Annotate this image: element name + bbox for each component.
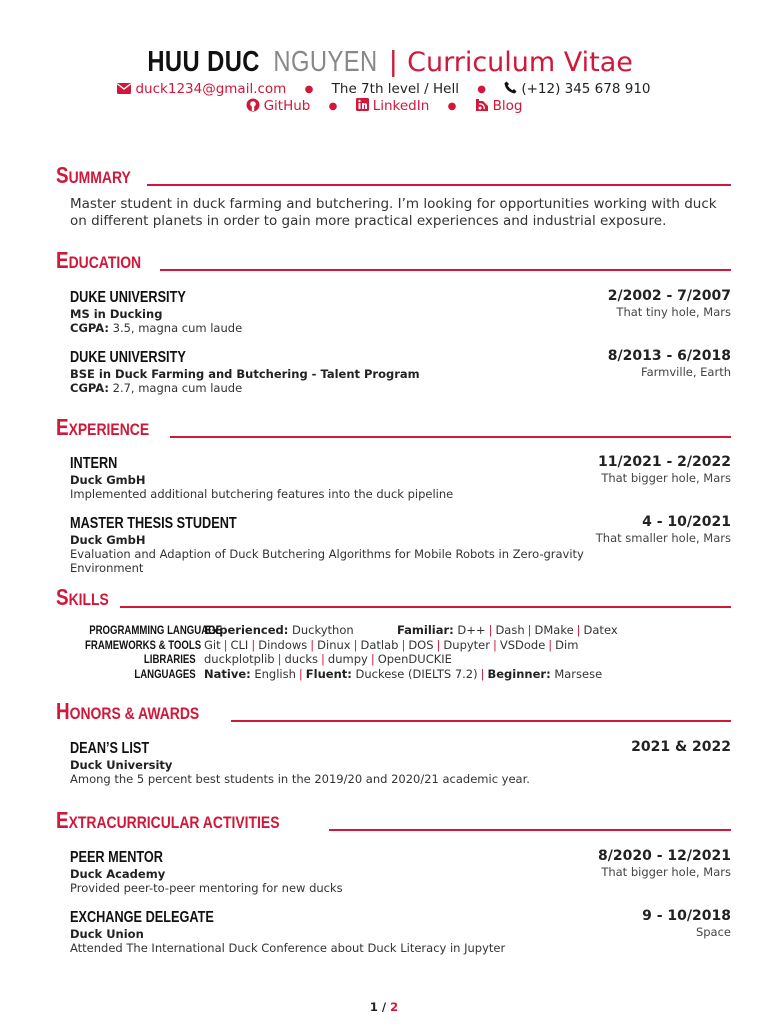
- entry-description: Provided peer-to-peer mentoring for new ducks: [70, 881, 343, 895]
- section-title-education: EDUCATION: [56, 247, 142, 273]
- entry-location: That tiny hole, Mars: [616, 305, 731, 319]
- cv-header: [0, 44, 768, 115]
- skill-values: Experienced: Duckython Familiar: D++ | Dash | DMake | Datex: [204, 623, 618, 637]
- skill-row: [56, 652, 731, 667]
- section-header: [56, 697, 731, 725]
- phone-item: [504, 81, 650, 98]
- experience-section: [56, 413, 731, 575]
- section-rule: [160, 269, 731, 271]
- skills-table: [56, 623, 731, 681]
- entry-subtitle: Duck University: [70, 758, 173, 772]
- section-header: [56, 246, 731, 274]
- summary-text: Master student in duck farming and butchering. I’m looking for opportunities working with duck on different planets in order to gain more practical experiences and industrial exposure.: [70, 196, 717, 229]
- skill-values: duckplotplib | ducks | dumpy | OpenDUCKIE: [204, 652, 452, 666]
- entry-description: CGPA: 2.7, magna cum laude: [70, 381, 243, 395]
- entry-date: 2021 & 2022: [631, 739, 731, 755]
- entry-title: DUKE UNIVERSITY: [70, 289, 186, 306]
- education-entry: [70, 347, 731, 395]
- skill-category: LANGUAGES: [134, 666, 196, 681]
- github-text: GitHub: [263, 98, 311, 114]
- title-separator: |: [389, 46, 398, 78]
- name-line: [0, 44, 768, 81]
- entry-date: 11/2021 - 2/2022: [598, 454, 731, 470]
- separator-dot: ●: [477, 84, 487, 95]
- section-title-skills: SKILLS: [56, 584, 109, 610]
- skill-category: PROGRAMMING LANGUAGE: [89, 623, 222, 637]
- entry-description: Attended The International Duck Conference about Duck Literacy in Jupyter: [70, 941, 506, 955]
- entry-title: EXCHANGE DELEGATE: [70, 909, 214, 926]
- total-pages[interactable]: 2: [390, 1000, 399, 1014]
- email-link[interactable]: [117, 81, 286, 98]
- education-section: [56, 246, 731, 395]
- entry-subtitle: Duck GmbH: [70, 473, 146, 487]
- entry-description: CGPA: 3.5, magna cum laude: [70, 321, 243, 335]
- section-rule: [170, 436, 731, 438]
- last-name: NGUYEN: [273, 46, 379, 78]
- entry-date: 4 - 10/2021: [642, 514, 731, 530]
- separator-dot: ●: [304, 84, 314, 95]
- email-text: duck1234@gmail.com: [135, 81, 287, 97]
- github-icon: [246, 98, 260, 112]
- entry-description: Implemented additional butchering features into the duck pipeline: [70, 487, 454, 501]
- blog-icon: [475, 98, 489, 112]
- summary-section: [56, 161, 731, 230]
- activity-entry: [70, 907, 731, 955]
- entry-subtitle: Duck Union: [70, 927, 144, 941]
- page-number: [0, 1000, 768, 1014]
- section-rule: [329, 829, 731, 831]
- entry-title: DUKE UNIVERSITY: [70, 349, 186, 366]
- entry-location: Farmville, Earth: [641, 365, 731, 379]
- honors-entry: [70, 738, 731, 786]
- experience-entry: [70, 513, 731, 575]
- section-rule: [120, 606, 731, 608]
- linkedin-text: LinkedIn: [372, 98, 430, 114]
- section-title-extracurricular: EXTRACURRICULAR ACTIVITIES: [56, 807, 280, 833]
- extracurricular-section: [56, 806, 731, 955]
- contact-line-2: [0, 98, 768, 115]
- document-title: Curriculum Vitae: [407, 47, 633, 78]
- linkedin-icon: [356, 98, 369, 111]
- section-title-experience: EXPERIENCE: [56, 414, 150, 440]
- section-title-honors: HONORS & AWARDS: [56, 698, 200, 724]
- section-header: [56, 583, 731, 611]
- entry-title: DEAN’S LIST: [70, 740, 150, 757]
- entry-subtitle: MS in Ducking: [70, 307, 163, 321]
- page-separator: /: [381, 1000, 387, 1014]
- entry-subtitle: BSE in Duck Farming and Butchering - Talent Program: [70, 367, 420, 381]
- blog-link[interactable]: [475, 98, 523, 115]
- skill-row: [56, 667, 731, 682]
- entry-date: 2/2002 - 7/2007: [607, 288, 731, 304]
- contact-line-1: [0, 81, 768, 98]
- address-text: The 7th level / Hell: [331, 81, 459, 97]
- entry-subtitle: Duck GmbH: [70, 533, 146, 547]
- entry-subtitle: Duck Academy: [70, 867, 166, 881]
- skill-row: [56, 623, 731, 638]
- section-header: [56, 806, 731, 834]
- skill-category: LIBRARIES: [144, 652, 196, 666]
- current-page: 1: [369, 1000, 378, 1014]
- entry-title: INTERN: [70, 455, 118, 472]
- entry-title: PEER MENTOR: [70, 849, 163, 866]
- section-rule: [231, 720, 731, 722]
- github-link[interactable]: [246, 98, 311, 115]
- envelope-icon: [117, 83, 131, 94]
- entry-location: That bigger hole, Mars: [601, 471, 731, 485]
- entry-description: Evaluation and Adaption of Duck Butchering Algorithms for Mobile Robots in Zero-gravity Environment: [70, 547, 584, 575]
- separator-dot: ●: [447, 101, 457, 112]
- entry-date: 8/2020 - 12/2021: [598, 848, 731, 864]
- entry-description: Among the 5 percent best students in the 2019/20 and 2020/21 academic year.: [70, 772, 530, 786]
- section-rule: [147, 184, 731, 186]
- skills-section: [56, 583, 731, 681]
- section-header: [56, 161, 731, 189]
- linkedin-link[interactable]: [356, 98, 430, 115]
- entry-date: 9 - 10/2018: [642, 908, 731, 924]
- section-header: [56, 413, 731, 441]
- experience-entry: [70, 453, 731, 501]
- activity-entry: [70, 847, 731, 895]
- skill-values: Git | CLI | Dindows | Dinux | Datlab | DOS | Dupyter | VSDode | Dim: [204, 637, 579, 652]
- entry-location: Space: [695, 925, 731, 939]
- phone-text: (+12) 345 678 910: [521, 81, 651, 97]
- entry-title: MASTER THESIS STUDENT: [70, 515, 237, 532]
- skill-row: [56, 638, 731, 653]
- skill-values: Native: English | Fluent: Duckese (DIELTS 7.2) | Beginner: Marsese: [204, 666, 603, 681]
- first-name: HUU DUC: [147, 46, 260, 78]
- phone-icon: [504, 81, 517, 94]
- separator-dot: ●: [328, 101, 338, 112]
- skill-category: FRAMEWORKS & TOOLS: [85, 637, 202, 652]
- blog-text: Blog: [492, 98, 523, 114]
- section-title-summary: SUMMARY: [56, 162, 131, 188]
- entry-location: That bigger hole, Mars: [601, 865, 731, 879]
- education-entry: [70, 287, 731, 335]
- entry-location: That smaller hole, Mars: [595, 531, 731, 545]
- entry-date: 8/2013 - 6/2018: [607, 348, 731, 364]
- honors-section: [56, 697, 731, 786]
